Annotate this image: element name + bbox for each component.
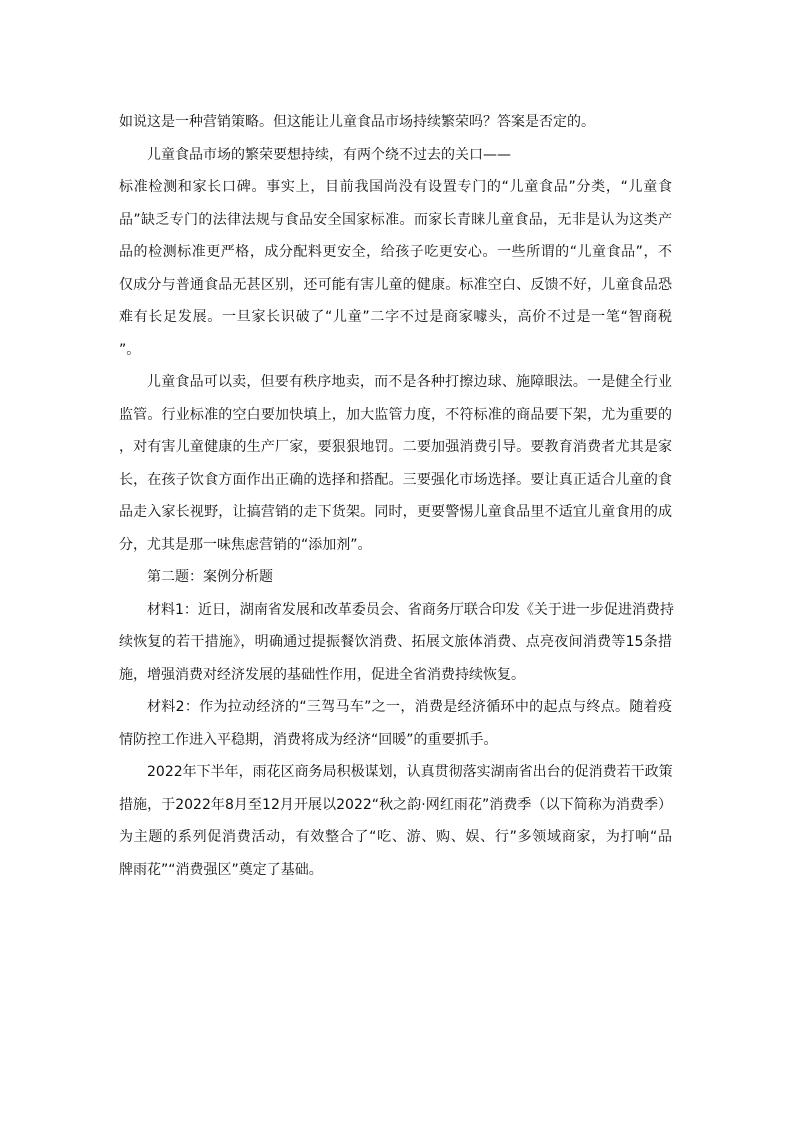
text-line: 品走入家长视野，让搞营销的走下货架。同时，更要警惕儿童食品里不适宜儿童食用的成 <box>119 504 672 520</box>
paragraph-start: 儿童食品可以卖，但要有秩序地卖，而不是各种打擦边球、施障眼法。一是健全行业 <box>147 374 672 390</box>
text-line: 品”缺乏专门的法律法规与食品安全国家标准。而家长青睐儿童食品，无非是认为这类产 <box>119 211 672 228</box>
text-line: 标准检测和家长口碑。事实上，目前我国尚没有设置专门的“儿童食品”分类，“儿童食 <box>119 179 672 195</box>
text-line: 施，增强消费对经济发展的基础性作用，促进全省消费持续恢复。 <box>119 666 525 683</box>
text-line: ，对有害儿童健康的生产厂家，要狠狠地罚。二要加强消费引导。要教育消费者尤其是家 <box>119 439 672 455</box>
text-line: 分，尤其是那一味焦虑营销的“添加剂”。 <box>119 536 372 553</box>
paragraph-start: 儿童食品市场的繁荣要想持续，有两个绕不过去的关口—— <box>147 146 511 163</box>
text-line: 措施，于2022年8月至12月开展以2022“秋之韵·网红雨花”消费季（以下简称为消费季） <box>119 796 672 813</box>
text-line: 牌雨花”“消费强区”奠定了基础。 <box>119 861 323 878</box>
text-line: 监管。行业标准的空白要加快填上，加大监管力度，不符标准的商品要下架，尤为重要的 <box>119 406 672 423</box>
text-line: 品的检测标准更严格，成分配料更安全，给孩子吃更安心。一些所谓的“儿童食品”，不 <box>119 244 672 260</box>
document-body <box>119 106 672 886</box>
paragraph-start: 材料2：作为拉动经济的“三驾马车”之一，消费是经济循环中的起点与终点。随着疫 <box>147 699 672 715</box>
text-line: 如说这是一种营销策略。但这能让儿童食品市场持续繁荣吗？答案是否定的。 <box>119 114 595 130</box>
text-line: 难有长足发展。一旦家长识破了“儿童”二字不过是商家噱头，高价不过是一笔“智商税 <box>119 309 672 325</box>
text-line: ”。 <box>119 341 141 358</box>
paragraph-start: 材料1：近日，湖南省发展和改革委员会、省商务厅联合印发《关于进一步促进消费持 <box>147 601 674 618</box>
text-line: 续恢复的若干措施》，明确通过提振餐饮消费、拓展文旅体消费、点亮夜间消费等15条措 <box>119 634 672 650</box>
paragraph-start: 2022年下半年，雨花区商务局积极谋划，认真贯彻落实湖南省出台的促消费若干政策 <box>147 764 673 780</box>
section-heading: 第二题：案例分析题 <box>147 569 273 585</box>
text-line: 长，在孩子饮食方面作出正确的选择和搭配。三要强化市场选择。要让真正适合儿童的食 <box>119 471 672 488</box>
text-line: 仅成分与普通食品无甚区别，还可能有害儿童的健康。标准空白、反馈不好，儿童食品恐 <box>119 276 672 293</box>
text-line: 情防控工作进入平稳期，消费将成为经济“回暖”的重要抓手。 <box>119 731 498 748</box>
text-line: 为主题的系列促消费活动，有效整合了“吃、游、购、娱、行”多领域商家，为打响“品 <box>119 829 672 845</box>
